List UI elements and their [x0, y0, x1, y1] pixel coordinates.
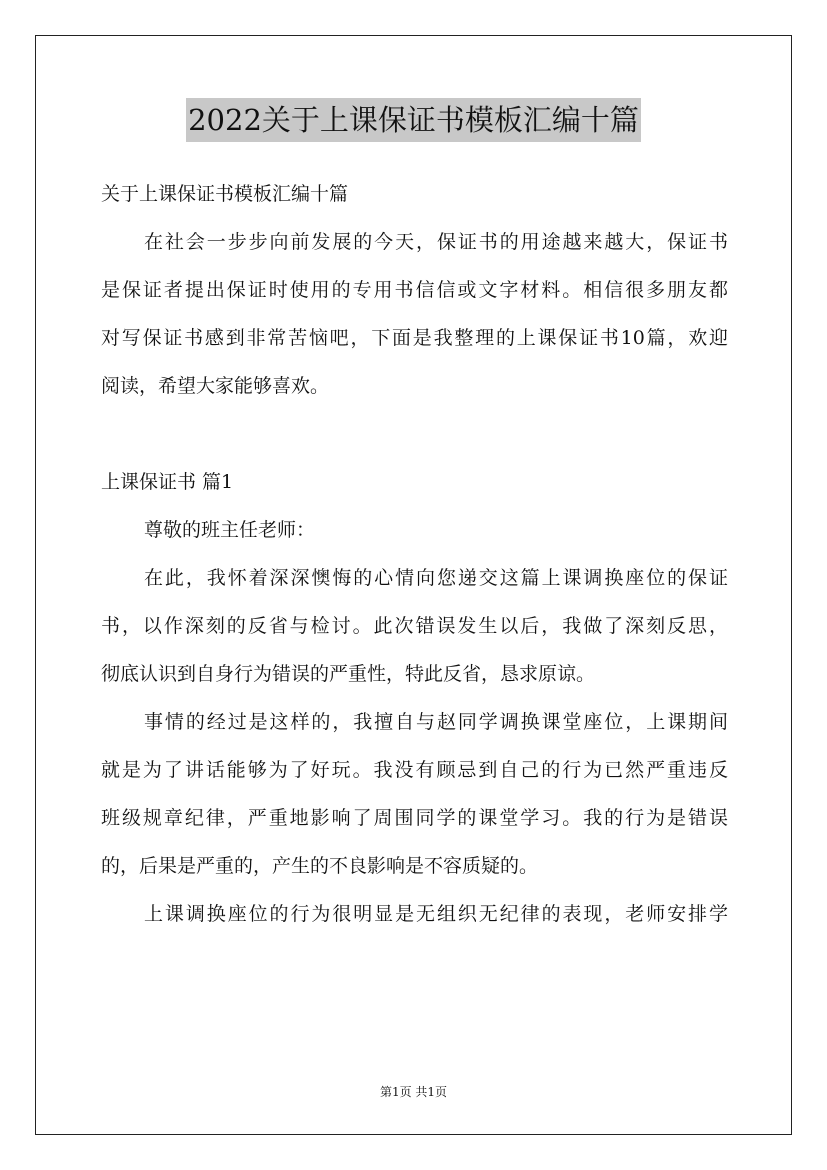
paragraph-line: 在此，我怀着深深懊悔的心情向您递交这篇上课调换座位的保证 [144, 567, 728, 589]
document-subtitle: 关于上课保证书模板汇编十篇 [101, 183, 349, 205]
blank-line [101, 410, 728, 458]
paragraph-line: 事情的经过是这样的，我擅自与赵同学调换课堂座位，上课期间 [144, 711, 728, 733]
paragraph-line: 在社会一步步向前发展的今天，保证书的用途越来越大，保证书 [144, 231, 728, 253]
paragraph-line: 彻底认识到自身行为错误的严重性，特此反省，恳求原谅。 [101, 663, 596, 685]
page-footer [0, 1084, 827, 1100]
page-number: 第1页 共1页 [379, 1085, 448, 1099]
salutation: 尊敬的班主任老师： [144, 519, 316, 541]
paragraph-line: 对写保证书感到非常苦恼吧，下面是我整理的上课保证书10篇，欢迎 [101, 327, 728, 349]
document-body [101, 170, 728, 938]
title-area [0, 98, 827, 142]
paragraph-line: 的，后果是严重的，产生的不良影响是不容质疑的。 [101, 855, 539, 877]
document-title: 2022关于上课保证书模板汇编十篇 [186, 98, 641, 142]
paragraph-line: 是保证者提出保证时使用的专用书信信或文字材料。相信很多朋友都 [101, 279, 728, 301]
paragraph-line: 班级规章纪律，严重地影响了周围同学的课堂学习。我的行为是错误 [101, 807, 728, 829]
paragraph-line: 书，以作深刻的反省与检讨。此次错误发生以后，我做了深刻反思， [101, 615, 728, 637]
paragraph-line: 就是为了讲话能够为了好玩。我没有顾忌到自己的行为已然严重违反 [101, 759, 728, 781]
paragraph-line: 阅读，希望大家能够喜欢。 [101, 375, 330, 397]
section-heading: 上课保证书 篇1 [101, 471, 234, 493]
paragraph-line: 上课调换座位的行为很明显是无组织无纪律的表现，老师安排学 [144, 903, 728, 925]
